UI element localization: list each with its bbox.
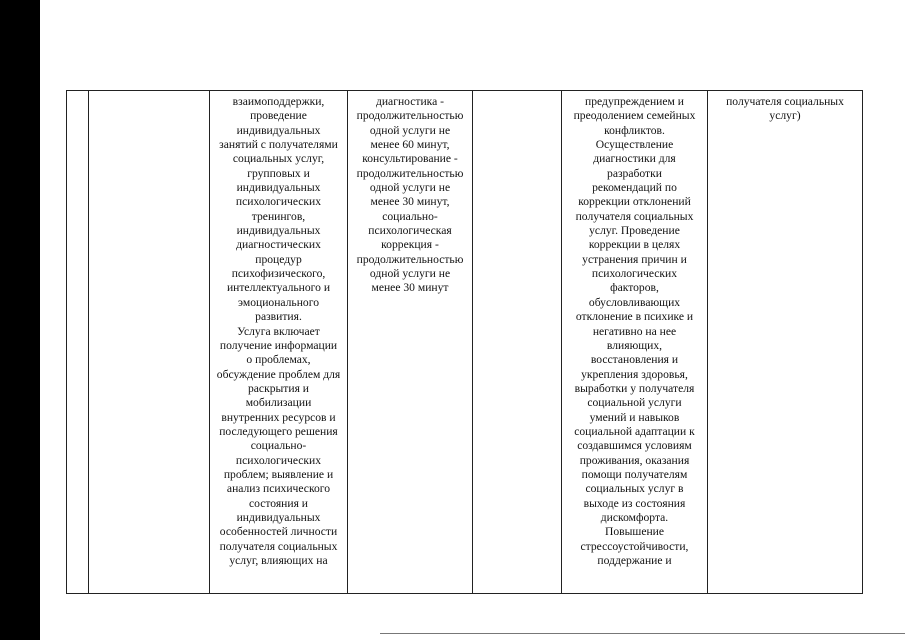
cell-service-conditions: получателя социальных услуг) xyxy=(708,91,863,594)
table-row xyxy=(67,91,863,594)
bottom-rule xyxy=(380,633,905,634)
cell-service-result: предупреждением и преодолением семейных конфликтов. Осуществление диагностики для разработки рекомендаций по коррекции отклонений получателя социальных услуг. Проведение коррекции в целях устранения причин и психологических факторов, обусловливающих отклонение в психике и негативно на нее влияющих, восстановления и укрепления здоровья, выработки у получателя социальной услуги умений и навыков социальной адаптации к создавшимся условиям проживания, оказания помощи получателям социальных услуг в выходе из состояния дискомфорта. Повышение стрессоустойчивости, поддержание и xyxy=(562,91,708,594)
cell-number xyxy=(67,91,89,594)
cell-service-name xyxy=(89,91,210,594)
services-table xyxy=(66,90,863,594)
scan-dark-edge xyxy=(0,0,40,640)
cell-service-duration: диагностика - продолжительностью одной услуги не менее 60 минут, консультирование - продолжительностью одной услуги не менее 30 минут, социально- психологическая коррекция - продолжительностью одной услуги не менее 30 минут xyxy=(348,91,473,594)
cell-empty xyxy=(473,91,562,594)
cell-service-description: взаимоподдержки, проведение индивидуальных занятий с получателями социальных услуг, групповых и индивидуальных психологических тренингов, индивидуальных диагностических процедур психофизического, интеллектуального и эмоционального развития. Услуга включает получение информации о проблемах, обсуждение проблем для раскрытия и мобилизации внутренних ресурсов и последующего решения социально- психологических проблем; выявление и анализ психического состояния и индивидуальных особенностей личности получателя социальных услуг, влияющих на xyxy=(210,91,348,594)
